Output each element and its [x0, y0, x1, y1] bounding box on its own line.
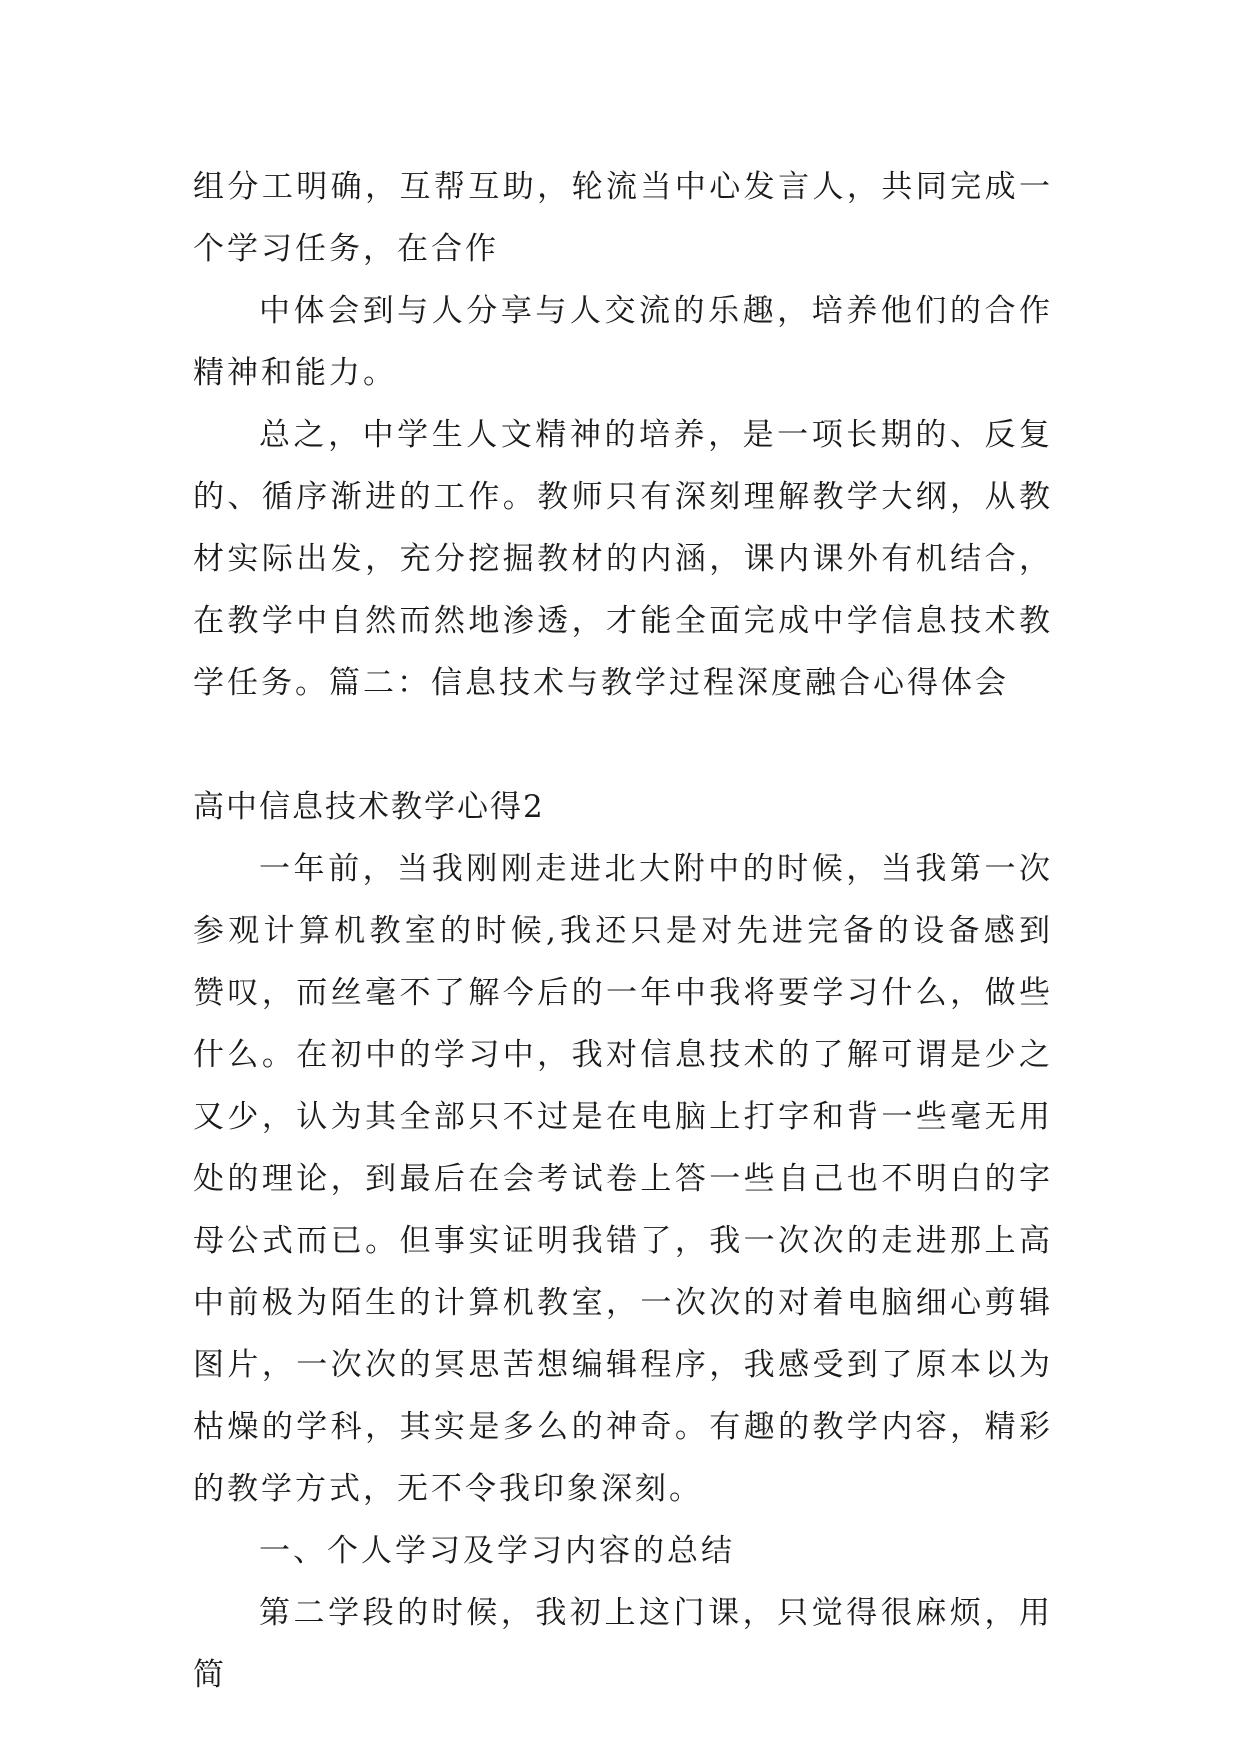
paragraph: 第二学段的时候，我初上这门课，只觉得很麻烦，用简 — [193, 1595, 1053, 1693]
paragraph: 总之，中学生人文精神的培养，是一项长期的、反复的、循序渐进的工作。教师只有深刻理解教学大纲，从教材实际出发，充分挖掘教材的内涵，课内课外有机结合，在教学中自然而然地渗透，才能全面完成中学信息技术教学任务。篇二：信息技术与教学过程深度融合心得体会 — [193, 417, 1053, 701]
document-body — [193, 156, 1053, 1706]
paragraph: 中体会到与人分享与人交流的乐趣，培养他们的合作精神和能力。 — [193, 293, 1053, 391]
paragraph-gap — [193, 714, 1053, 776]
paragraph-continued: 组分工明确，互帮互助，轮流当中心发言人，共同完成一个学习任务，在合作 — [193, 169, 1053, 267]
paragraph: 一年前，当我刚刚走进北大附中的时候，当我第一次参观计算机教室的时候,我还只是对先进完备的设备感到赞叹，而丝毫不了解今后的一年中我将要学习什么，做些什么。在初中的学习中，我对信息技术的了解可谓是少之又少，认为其全部只不过是在电脑上打字和背一些毫无用处的理论，到最后在会考试卷上答一些自己也不明白的字母公式而已。但事实证明我错了，我一次次的走进那上高中前极为陌生的计算机教室，一次次的对着电脑细心剪辑图片，一次次的冥思苦想编辑程序，我感受到了原本以为枯燥的学科，其实是多么的神奇。有趣的教学内容，精彩的教学方式，无不令我印象深刻。 — [193, 851, 1053, 1507]
subheading: 一、个人学习及学习内容的总结 — [259, 1533, 735, 1569]
section-title: 高中信息技术教学心得2 — [193, 789, 545, 825]
